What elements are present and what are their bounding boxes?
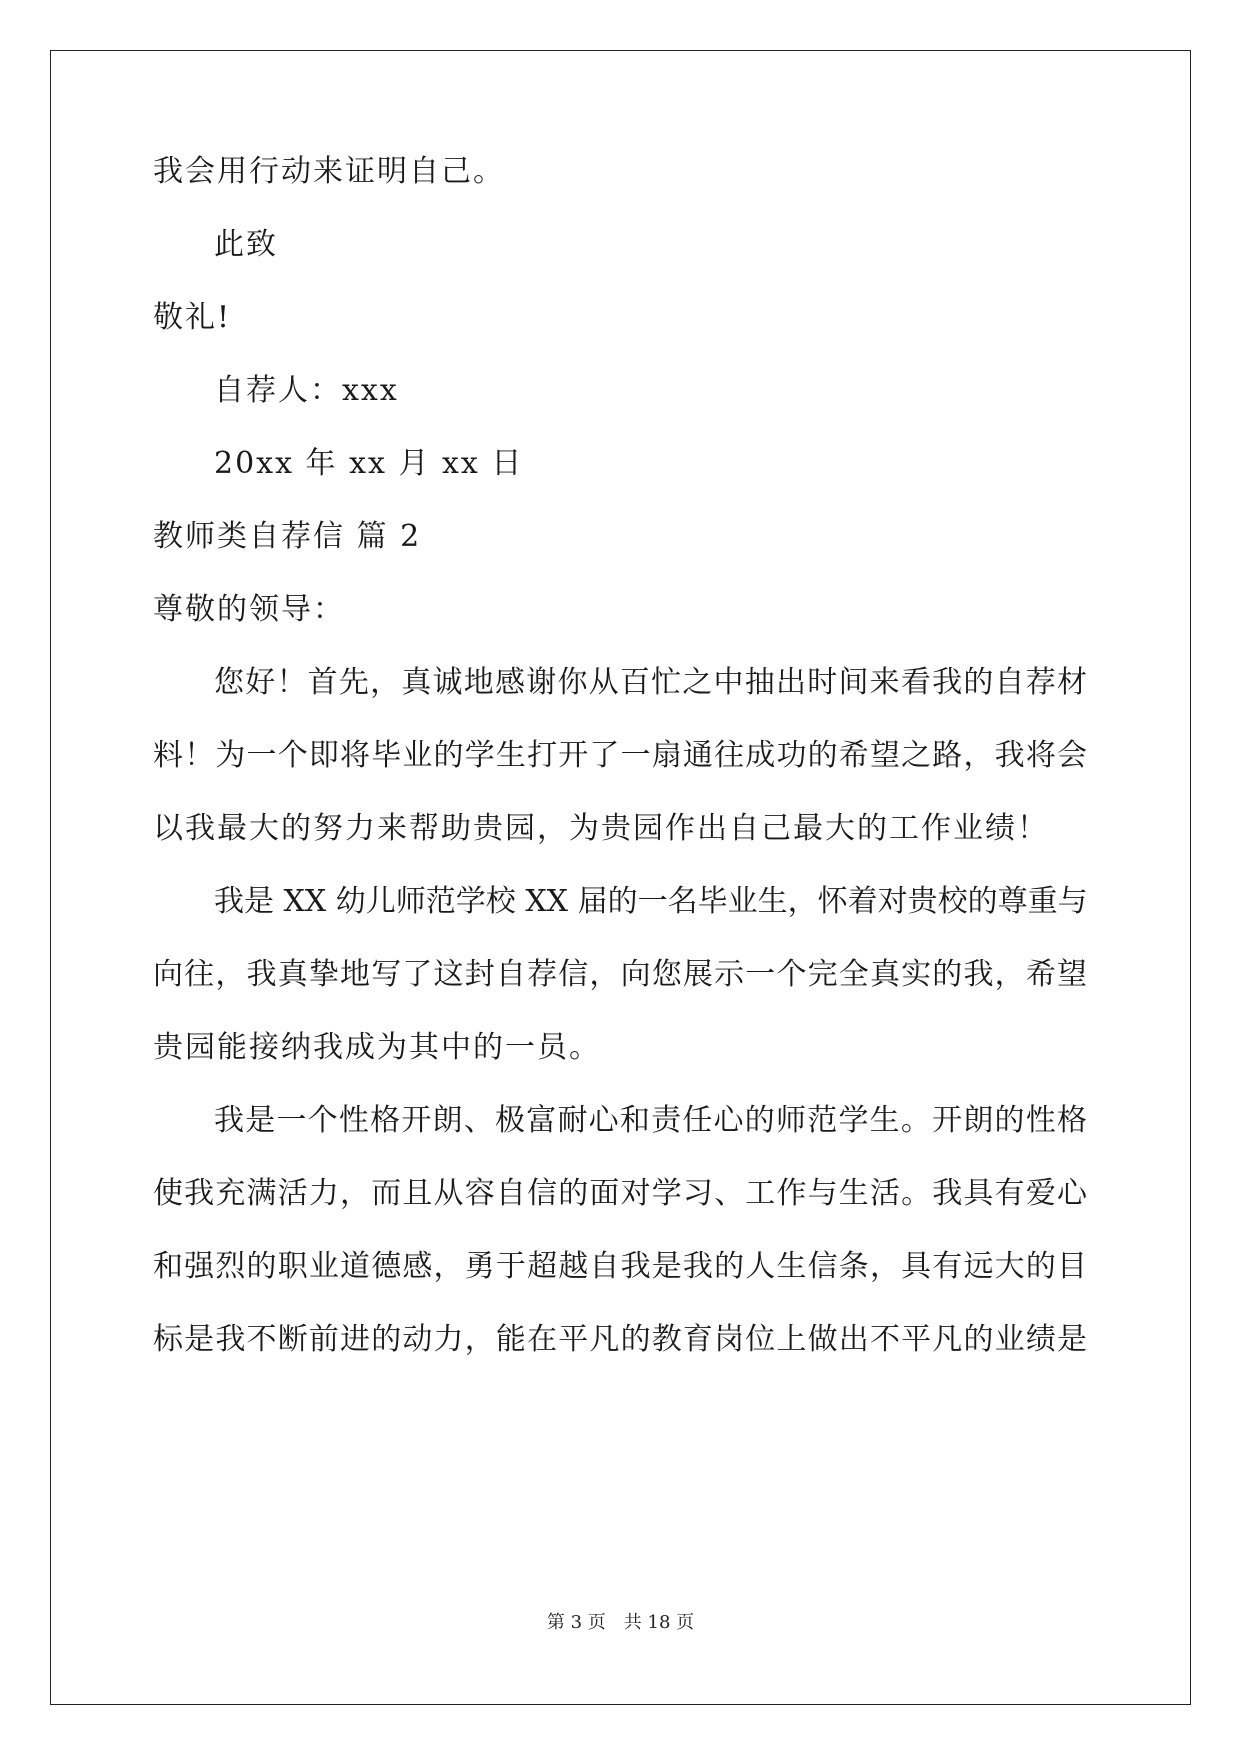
text-line: 我会用行动来证明自己。 [153, 154, 505, 189]
text-line: 以我最大的努力来帮助贵园，为贵园作出自己最大的工作业绩！ [153, 811, 1049, 846]
text-line: 和强烈的职业道德感，勇于超越自我是我的人生信条，具有远大的目 [153, 1249, 1087, 1284]
page-number: 第 3 页 [546, 1612, 606, 1633]
text-line: 使我充满活力，而且从容自信的面对学习、工作与生活。我具有爱心 [153, 1176, 1087, 1211]
text-line: 我是一个性格开朗、极富耐心和责任心的师范学生。开朗的性格 [214, 1103, 1087, 1138]
text-line: 我是 XX 幼儿师范学校 XX 届的一名毕业生，怀着对贵校的尊重与 [214, 884, 1088, 919]
signature-line: 自荐人：xxx [214, 373, 399, 408]
date-line: 20xx 年 xx 月 xx 日 [214, 446, 524, 481]
text-line: 标是我不断前进的动力，能在平凡的教育岗位上做出不平凡的业绩是 [153, 1322, 1087, 1357]
text-line: 贵园能接纳我成为其中的一员。 [153, 1030, 601, 1065]
closing-regards: 敬礼! [153, 300, 232, 335]
page-total: 共 18 页 [623, 1612, 695, 1633]
closing-salutation: 此致 [214, 227, 278, 262]
page-footer [0, 1611, 1241, 1635]
greeting-line: 尊敬的领导： [153, 592, 345, 627]
text-line: 料！为一个即将毕业的学生打开了一扇通往成功的希望之路，我将会 [153, 738, 1087, 773]
section-heading: 教师类自荐信 篇 2 [153, 519, 422, 554]
text-line: 您好！首先，真诚地感谢你从百忙之中抽出时间来看我的自荐材 [214, 665, 1087, 700]
text-line: 向往，我真挚地写了这封自荐信，向您展示一个完全真实的我，希望 [153, 957, 1087, 992]
